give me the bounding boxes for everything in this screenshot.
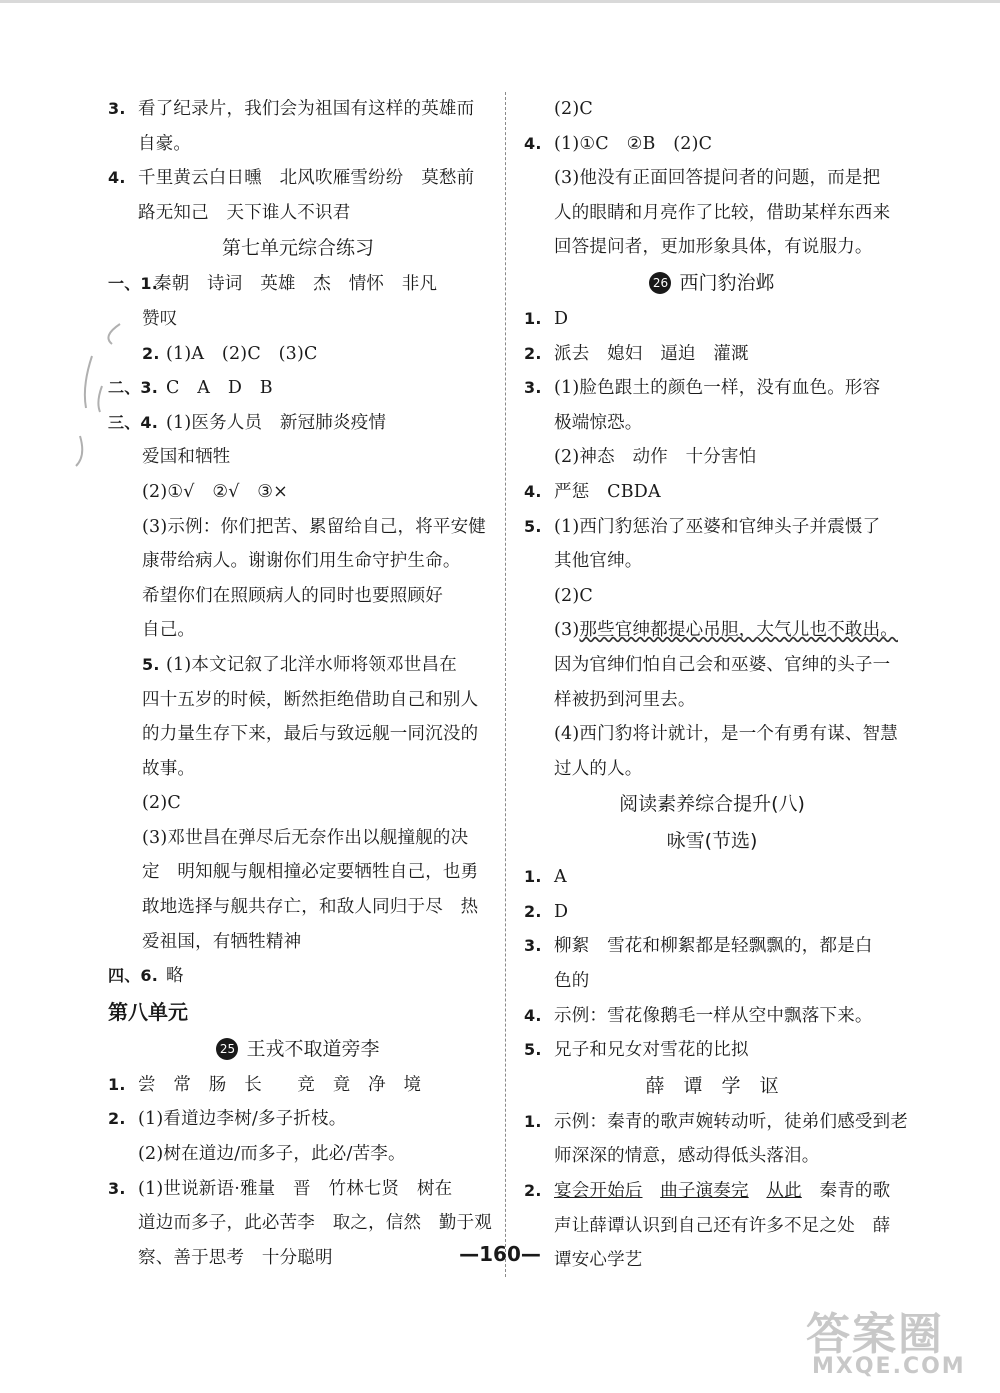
answer-text: 因为官绅们怕自己会和巫婆、官绅的头子一 xyxy=(554,654,891,675)
item-number: 2. xyxy=(524,901,542,921)
answer-text: (4)西门豹将计就计，是一个有勇有谋、智慧 xyxy=(554,724,898,745)
answer-text: (1)西门豹惩治了巫婆和官绅头子并震慑了 xyxy=(554,516,881,537)
answer-text: (1)脸色跟土的颜色一样，没有血色。形容 xyxy=(554,378,881,399)
item-number: 3. xyxy=(524,936,542,956)
answer-text: (3)他没有正面回答提问者的问题，而是把 xyxy=(554,168,881,189)
answer-text: 样被扔到河里去。 xyxy=(554,689,696,710)
answer-text: 爱祖国，有牺牲精神 xyxy=(142,931,302,952)
item-number: 2. xyxy=(108,1109,126,1129)
answer-text: (2)树在道边/而多子，此必/苦李。 xyxy=(138,1144,406,1165)
item-number: 3. xyxy=(108,99,126,118)
answer-text: 人的眼睛和月亮作了比较，借助某样东西来 xyxy=(554,202,891,223)
answer-text: (1)本文记叙了北洋水师将领邓世昌在 xyxy=(166,654,457,675)
item-number: 2. xyxy=(524,1181,542,1201)
lesson-title-text: 西门豹治邺 xyxy=(679,271,775,294)
underlined-phrase: 曲子演奏完 xyxy=(660,1181,749,1202)
answer-text: A xyxy=(554,867,567,888)
answer-text: 示例：秦青的歌声婉转动听，徒弟们感受到老 xyxy=(554,1111,908,1132)
answer-text: 兄子和兄女对雪花的比拟 xyxy=(554,1040,749,1061)
item-number: 4. xyxy=(108,168,126,188)
answer-text: 赞叹 xyxy=(142,308,178,329)
answer-text: (3)邓世昌在弹尽后无奈作出以舰撞舰的决 xyxy=(142,827,469,848)
answer-text: (1)A (2)C (3)C xyxy=(166,343,318,364)
answer-text xyxy=(554,613,898,648)
answer-text: (1)医务人员 新冠肺炎疫情 xyxy=(166,412,387,433)
answer-text: 路无知己 天下谁人不识君 xyxy=(138,202,351,223)
item-number: 三、4. xyxy=(108,412,159,432)
item-number: 1. xyxy=(524,308,542,328)
answer-text: 自己。 xyxy=(142,620,196,641)
watermark-url: MXQE.COM xyxy=(812,1354,966,1379)
lesson-number-badge: 26 xyxy=(649,272,671,294)
answer-text: 柳絮 雪花和柳絮都是轻飘飘的，都是白 xyxy=(554,936,873,957)
page-number: —160— xyxy=(459,1242,541,1266)
answer-text: (2)C xyxy=(554,99,593,119)
answer-text: (2)C xyxy=(142,793,181,814)
section-title-reading8: 阅读素养综合提升(八) xyxy=(619,793,805,816)
answer-text: 师深深的情意，感动得低头落泪。 xyxy=(554,1146,820,1167)
item-number: 4. xyxy=(524,481,542,501)
item-number: 1. xyxy=(524,867,542,887)
answer-text: 爱国和牺牲 xyxy=(142,447,231,468)
pencil-scribble xyxy=(72,316,142,476)
answer-text: 极端惊恐。 xyxy=(554,412,643,433)
answer-text: (1)看道边李树/多子折枝。 xyxy=(138,1109,347,1130)
passage-title-xuetan: 薛 谭 学 讴 xyxy=(645,1074,779,1097)
answer-text: (2)C xyxy=(554,585,593,606)
item-number: 1. xyxy=(108,1074,126,1094)
watermark-logo xyxy=(806,1298,986,1386)
answer-text: 尝 常 肠 长 竞 竟 净 境 xyxy=(138,1074,422,1095)
answer-text: 自豪。 xyxy=(138,133,192,154)
answer-text: D xyxy=(554,901,569,922)
answer-prefix: (3) xyxy=(554,620,580,641)
answer-text: (1)①C ②B (2)C xyxy=(554,133,713,154)
item-number: 2. xyxy=(142,343,160,363)
answer-text: (1)世说新语·雅量 晋 竹林七贤 树在 xyxy=(138,1178,453,1199)
item-number: 4. xyxy=(524,1005,542,1025)
item-number: 5. xyxy=(524,1040,542,1060)
top-border xyxy=(0,0,1000,3)
answer-text: 过人的人。 xyxy=(554,758,643,779)
answer-text: 严惩 CBDA xyxy=(554,481,661,502)
watermark-text: 答案圈 xyxy=(806,1309,944,1360)
item-number: 2. xyxy=(524,343,542,363)
lesson-title-text: 王戎不取道旁李 xyxy=(246,1037,380,1060)
item-number: 5. xyxy=(142,654,160,674)
answer-text: 回答提问者，更加形象具体，有说服力。 xyxy=(554,237,873,258)
answer-text: 故事。 xyxy=(142,758,196,779)
answer-text xyxy=(554,1174,890,1209)
answer-text: 察、善于思考 十分聪明 xyxy=(138,1247,333,1268)
answer-text: 派去 媳妇 逼迫 灌溉 xyxy=(554,343,749,364)
answer-text: D xyxy=(554,308,569,329)
item-number: 4. xyxy=(524,133,542,153)
answer-text: 千里黄云白日曛 北风吹雁雪纷纷 莫愁前 xyxy=(138,168,475,189)
answer-text: 其他官绅。 xyxy=(554,551,643,572)
answer-text: 略 xyxy=(166,966,184,987)
answer-text: 的力量生存下来，最后与致远舰一同沉没的 xyxy=(142,724,479,745)
answer-text: 希望你们在照顾病人的同时也要照顾好 xyxy=(142,585,443,606)
item-number: 一、1. xyxy=(108,274,159,294)
column-divider xyxy=(505,92,506,1277)
answer-fragment: 秦青的歌 xyxy=(819,1181,891,1202)
answer-text: 康带给病人。谢谢你们用生命守护生命。 xyxy=(142,551,461,572)
item-number: 3. xyxy=(524,378,542,398)
left-column xyxy=(108,92,492,1275)
answer-text: 秦朝 诗词 英雄 杰 情怀 非凡 xyxy=(154,274,438,295)
passage-title-yongxue: 咏雪(节选) xyxy=(666,830,758,853)
item-number: 四、6. xyxy=(108,966,159,986)
item-number: 3. xyxy=(108,1178,126,1198)
answer-text: (3)示例：你们把苦、累留给自己，将平安健 xyxy=(142,516,486,537)
item-number: 1. xyxy=(524,1111,542,1131)
underlined-phrase: 宴会开始后 xyxy=(554,1181,643,1202)
section-title-unit8: 第八单元 xyxy=(108,999,188,1024)
item-number: 二、3. xyxy=(108,378,159,398)
answer-text: 定 明知舰与舰相撞必定要牺牲自己，也勇 xyxy=(142,862,479,883)
underlined-sentence: 那些官绅都提心吊胆，大气儿也不敢出。 xyxy=(579,620,898,641)
answer-text: 声让薛谭认识到自己还有许多不足之处 薛 xyxy=(554,1215,891,1236)
answer-text: 示例：雪花像鹅毛一样从空中飘落下来。 xyxy=(554,1005,873,1026)
answer-text: 四十五岁的时候，断然拒绝借助自己和别人 xyxy=(142,689,479,710)
right-column xyxy=(524,92,908,1278)
answer-text: 道边而多子，此必苦李 取之，信然 勤于观 xyxy=(138,1213,492,1234)
answer-text: 谭安心学艺 xyxy=(554,1250,643,1271)
lesson-number-badge: 25 xyxy=(216,1038,238,1060)
lesson-title-26 xyxy=(524,265,900,302)
answer-text: 色的 xyxy=(554,971,590,992)
item-number: 5. xyxy=(524,516,542,536)
answer-text: (2)神态 动作 十分害怕 xyxy=(554,447,757,468)
answer-text: C A D B xyxy=(166,378,273,399)
lesson-title-25 xyxy=(108,1031,488,1068)
underlined-phrase: 从此 xyxy=(766,1181,802,1202)
answer-text: (2)①√ ②√ ③× xyxy=(142,481,289,502)
answer-text: 看了纪录片，我们会为祖国有这样的英雄而 xyxy=(138,99,475,119)
section-title-unit7: 第七单元综合练习 xyxy=(221,237,374,260)
answer-text: 敢地选择与舰共存亡，和敌人同归于尽 热 xyxy=(142,897,479,918)
